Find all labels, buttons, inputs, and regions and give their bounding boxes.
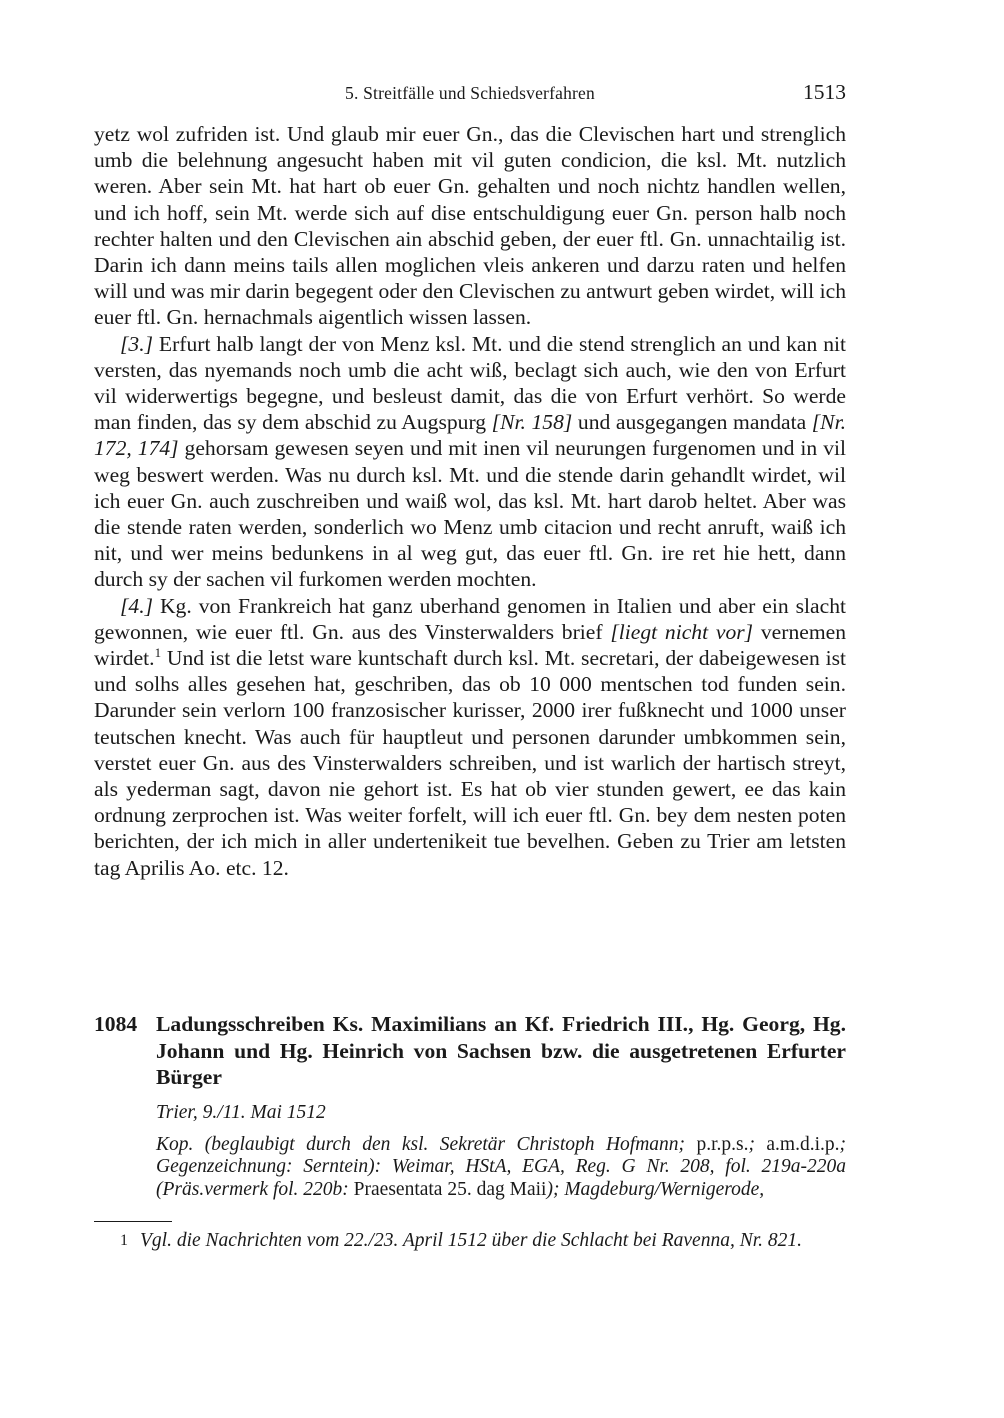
page-number: 1513 [803, 80, 846, 104]
editorial-reference: [Nr. 158] [491, 410, 573, 435]
running-title: 5. Streitfälle und Schiedsverfahren [345, 83, 595, 103]
source-text: ; [748, 1133, 767, 1155]
paragraph-text: Und ist die letst ware kuntschaft durch ksl. Mt. secretari, der dabeigewesen ist und solhs alles gesehen hat, geschriben, das ob 10 000 mentschen tod funden sein. Darunder sein verlorn 100 franzosischer kurisser, 2000 irer fußknecht und 1000 unser teutschen knecht. Was auch für hauptleut und personen darunder umbkommen sein, verstet euer Gn. aus des Vinsterwalders schreiben, und ist warlich der hartisch streyt, als yederman sagt, davon nie gehort ist. Es hat ob vier stunden gewert, ee das kain ordnung zerprochen ist. Was weiter forfelt, will ich euer ftl. Gn. bey dem nesten poten berichten, der ich mich in aller undertenikeit tue bevelhen. Geben zu Trier am letsten tag Aprilis Ao. etc. 12. [94, 646, 846, 880]
section-marker: [3.] [120, 331, 154, 356]
document-date: Trier, 9./11. Mai 1512 [156, 1101, 326, 1123]
paragraph-text: Kg. von Frankreich hat ganz uberhand genomen in Italien und aber ein slacht gewonnen, wie euer ftl. Gn. aus des Vinsterwalders brief [94, 593, 846, 644]
source-text: Kop. (beglaubigt durch den ksl. Sekretär Christoph Hofmann; [156, 1133, 697, 1155]
paragraph-text: vernemen wirdet. [94, 619, 846, 671]
source-quote: Praesentata 25. dag Maii [353, 1179, 547, 1201]
source-text: ); Magdeburg/Wernigerode, [546, 1179, 765, 1201]
paragraph-continuation [94, 121, 846, 331]
document-number: 1084 [94, 1012, 138, 1036]
footnote-mark: 1 [120, 1232, 128, 1249]
paragraph-4 [94, 593, 846, 881]
document-title: Ladungsschreiben Ks. Maximilians an Kf. Friedrich III., Hg. Georg, Hg. Johann und Hg. Heinrich von Sachsen bzw. die ausgetretenen Erfurter Bürger [156, 1012, 846, 1089]
footnote [94, 1229, 846, 1253]
editorial-reference: [liegt nicht vor] [610, 619, 754, 644]
footnote-text: Vgl. die Nachrichten vom 22./23. April 1512 über die Schlacht bei Ravenna, Nr. 821. [140, 1230, 803, 1251]
paragraph-text: Erfurt halb langt der von Menz ksl. Mt. und die stend strenglich an und kan nit versten, das nyemands noch umb die acht wiß, beclagt sich auch, wie den von Erfurt vil widerwertigs begegne, und besleust damit, das die von Erfurt verhört. So werde man finden, das sy dem abschid zu Augspurg [94, 331, 846, 435]
document-source [156, 1134, 846, 1202]
source-text: ; Gegenzeichnung: Serntein): Weimar, HStA, EGA, Reg. G Nr. 208, fol. 219a-220a (Präs.vermerk fol. 220b: [156, 1133, 846, 1201]
source-quote: a.m.d.i.p. [766, 1133, 840, 1155]
body-text [94, 121, 846, 881]
section-marker: [4.] [120, 593, 154, 618]
paragraph-3 [94, 331, 846, 593]
document-entry [94, 1011, 846, 1202]
footnote-divider [94, 1221, 172, 1222]
paragraph-text: und ausgegangen mandata [572, 410, 812, 435]
footnote-reference[interactable]: 1 [154, 644, 162, 660]
paragraph-text: gehorsam gewesen seyen und mit inen vil neurungen furgenomen und in vil weg beswert werden. Was nu durch ksl. Mt. und die stende darin gehandlt wirdet, wil ich euer Gn. auch zuschreiben und waiß wol, das ksl. Mt. hart darob heltet. Aber was die stende raten werden, sonderlich wo Menz umb citacion und recht anruft, waiß ich nit, und wer meins bedunkens in al weg gut, das euer ftl. Gn. ire ret hie hett, dann durch sy der sachen vil furkomen werden mochten. [94, 436, 846, 592]
source-quote: p.r.p.s. [696, 1133, 749, 1155]
editorial-reference: [Nr. 172, 174] [94, 410, 846, 461]
document-heading [94, 1011, 846, 1091]
paragraph-text: yetz wol zufriden ist. Und glaub mir euer Gn., das die Clevischen hart und strenglich umb die belehnung angesucht haben mit vil guten condicion, die ksl. Mt. nutzlich weren. Aber sein Mt. hat hart ob euer Gn. gehalten und noch nichtz handlen wellen, und ich hoff, sein Mt. werde sich auf dise entschuldigung euer Gn. person halb noch rechter halten und den Clevischen ain abschid geben, der euer ftl. Gn. unnachtailig ist. Darin ich dann meins tails allen moglichen vleis ankeren und darzu raten und helfen will und was mir darin begegent oder den Clevischen zu antwurt geben wirdet, will ich euer ftl. Gn. hernachmals aigentlich wissen lassen. [94, 122, 846, 330]
running-head [94, 80, 846, 108]
